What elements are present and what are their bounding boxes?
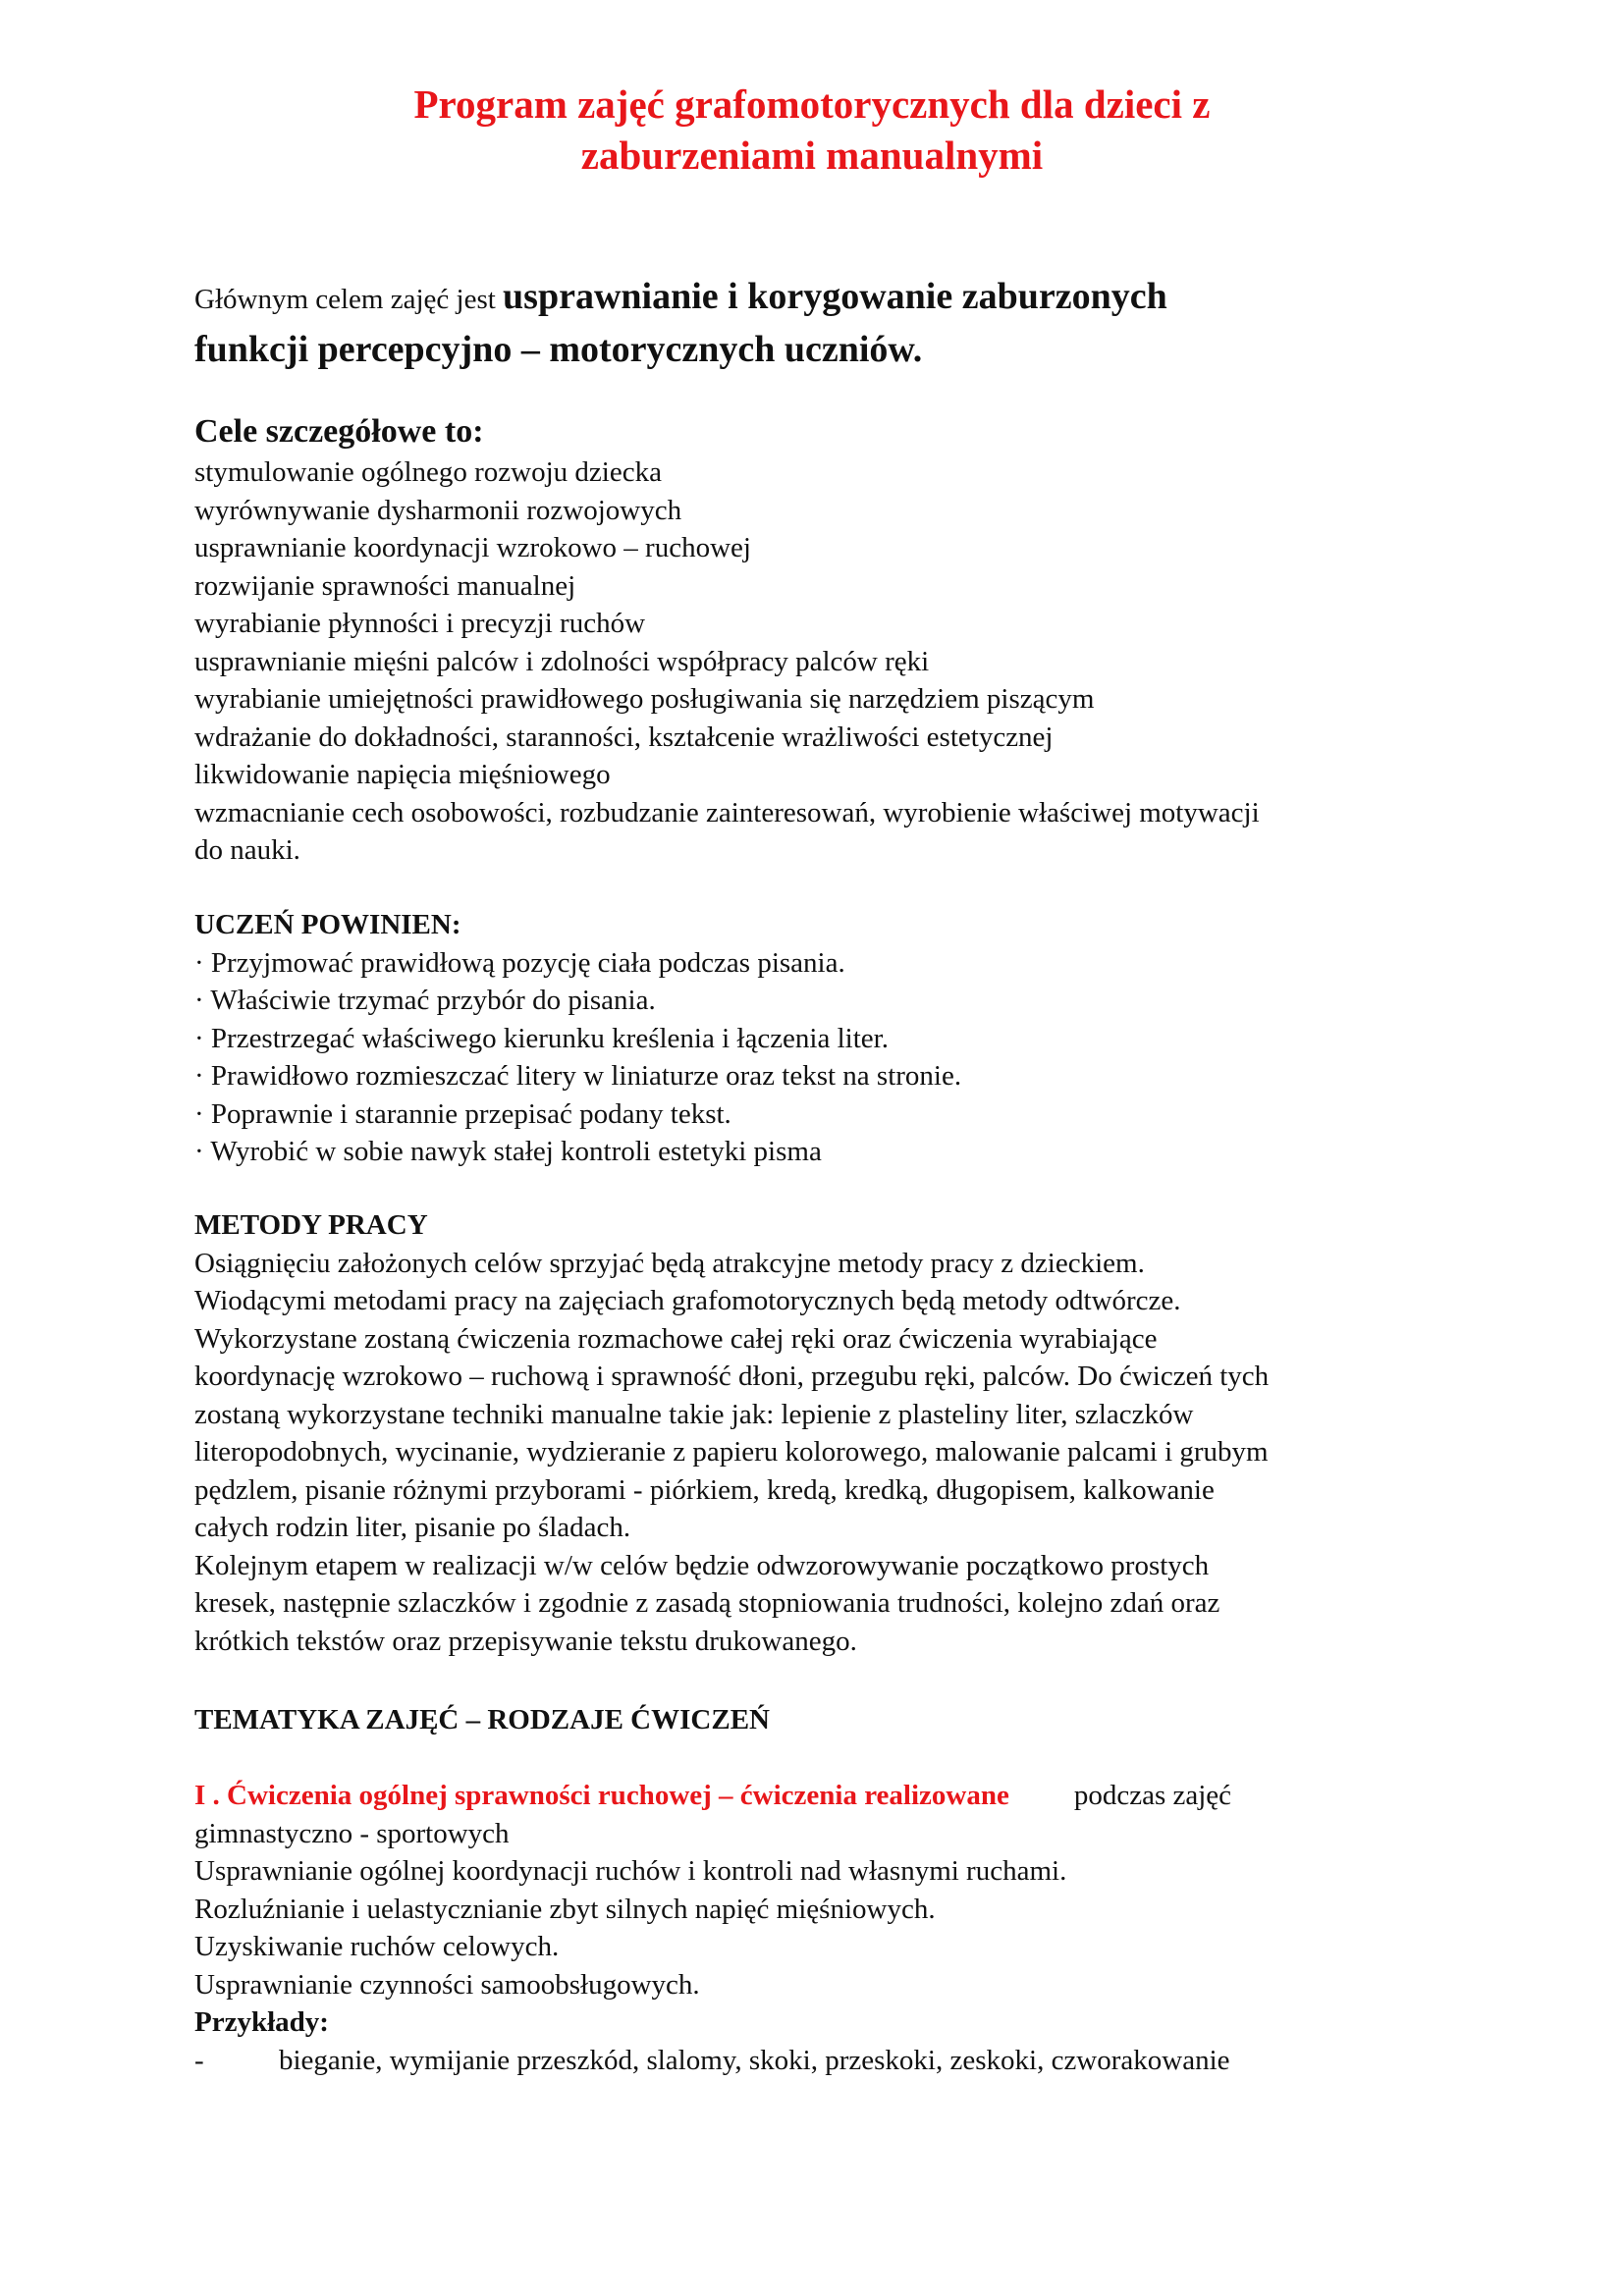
paragraph-line: literopodobnych, wycinanie, wydzieranie z papieru kolorowego, malowanie palcami i grubym [194, 1436, 1269, 1468]
main-goal [194, 270, 1167, 376]
list-item: wyrabianie umiejętności prawidłowego posługiwania się narzędziem piszącym [194, 683, 1095, 715]
list-item: wyrównywanie dysharmonii rozwojowych [194, 494, 682, 526]
paragraph-line: krótkich tekstów oraz przepisywanie tekstu drukowanego. [194, 1625, 857, 1657]
paragraph-line: Usprawnianie ogólnej koordynacji ruchów i kontroli nad własnymi ruchami. [194, 1855, 1067, 1887]
bullet-item: · Przyjmować prawidłową pozycję ciała podczas pisania. [194, 946, 845, 979]
paragraph-line: Osiągnięciu założonych celów sprzyjać będą atrakcyjne metody pracy z dzieckiem. [194, 1247, 1145, 1279]
paragraph-line: Uzyskiwanie ruchów celowych. [194, 1931, 560, 1962]
methods-heading: METODY PRACY [194, 1209, 428, 1241]
paragraph-line: kresek, następnie szlaczków i zgodnie z zasadą stopniowania trudności, kolejno zdań oraz [194, 1587, 1220, 1619]
bullet-item: · Wyrobić w sobie nawyk stałej kontroli estetyki pisma [194, 1136, 822, 1167]
paragraph-line: Wiodącymi metodami pracy na zajęciach grafomotorycznych będą metody odtwórcze. [194, 1285, 1181, 1316]
goal-bold-1: usprawnianie i korygowanie zaburzonych [503, 276, 1167, 317]
section-1-title-line-2: gimnastyczno - sportowych [194, 1817, 510, 1849]
example-text: bieganie, wymijanie przeszkód, slalomy, skoki, przeskoki, zeskoki, czworakowanie [279, 2044, 1230, 2076]
examples-heading: Przykłady: [194, 2006, 329, 2038]
dash-marker: - [194, 2044, 204, 2076]
list-item: rozwijanie sprawności manualnej [194, 569, 576, 602]
paragraph-line: Usprawnianie czynności samoobsługowych. [194, 1968, 700, 2001]
list-item: likwidowanie napięcia mięśniowego [194, 759, 611, 790]
list-item: usprawnianie koordynacji wzrokowo – ruchowej [194, 532, 751, 563]
section-1-title-rest: podczas zajęć [1073, 1780, 1232, 1811]
list-item: usprawnianie mięśni palców i zdolności współpracy palców ręki [194, 645, 930, 677]
list-item: wzmacnianie cech osobowości, rozbudzanie zainteresowań, wyrobienie właściwej motywacji [194, 796, 1260, 828]
paragraph-line: Wykorzystane zostaną ćwiczenia rozmachowe całej ręki oraz ćwiczenia wyrabiające [194, 1322, 1158, 1355]
goal-bold-2: funkcji percepcyjno – motorycznych uczniów. [194, 329, 923, 370]
detailed-goals-heading: Cele szczegółowe to: [194, 413, 484, 450]
topics-heading: TEMATYKA ZAJĘĆ – RODZAJE ĆWICZEŃ [194, 1704, 770, 1735]
section-1-title: I . Ćwiczenia ogólnej sprawności ruchowej – ćwiczenia realizowane [194, 1780, 1009, 1811]
bullet-item: · Poprawnie i starannie przepisać podany tekst. [194, 1097, 731, 1130]
paragraph-line: całych rodzin liter, pisanie po śladach. [194, 1512, 631, 1543]
methods-section [194, 1206, 1269, 1660]
paragraph-line: pędzlem, pisanie różnymi przyborami - piórkiem, kredą, kredką, długopisem, kalkowanie [194, 1473, 1215, 1506]
paragraph-line: Rozluźnianie i uelastycznianie zbyt silnych napięć mięśniowych. [194, 1893, 936, 1925]
student-heading: UCZEŃ POWINIEN: [194, 909, 461, 940]
list-item: wyrabianie płynności i precyzji ruchów [194, 608, 646, 639]
bullet-item: · Przestrzegać właściwego kierunku kreślenia i łączenia liter. [194, 1022, 889, 1054]
list-item: do nauki. [194, 834, 300, 866]
student-section [194, 906, 961, 1171]
bullet-item: · Właściwie trzymać przybór do pisania. [194, 985, 656, 1016]
detailed-goals-section [194, 410, 1260, 870]
title-line-1: Program zajęć grafomotorycznych dla dzieci z [413, 81, 1211, 127]
document-title [0, 79, 1624, 181]
bullet-item: · Prawidłowo rozmieszczać litery w liniaturze oraz tekst na stronie. [194, 1060, 962, 1092]
paragraph-line: Kolejnym etapem w realizacji w/w celów będzie odwzorowywanie początkowo prostych [194, 1549, 1210, 1581]
paragraph-line: koordynację wzrokowo – ruchową i sprawność dłoni, przegubu ręki, palców. Do ćwiczeń tych [194, 1361, 1270, 1392]
title-line-2: zaburzeniami manualnymi [580, 133, 1044, 178]
goal-prefix: Głównym celem zajęć jest [194, 284, 504, 315]
example-item [194, 2042, 1231, 2080]
list-item: wdrażanie do dokładności, staranności, kształcenie wrażliwości estetycznej [194, 721, 1054, 753]
topics-section [194, 1701, 770, 1739]
list-item: stymulowanie ogólnego rozwoju dziecka [194, 456, 662, 488]
exercise-section-1 [194, 1777, 1231, 2079]
paragraph-line: zostaną wykorzystane techniki manualne takie jak: lepienie z plasteliny liter, szlaczków [194, 1398, 1194, 1430]
